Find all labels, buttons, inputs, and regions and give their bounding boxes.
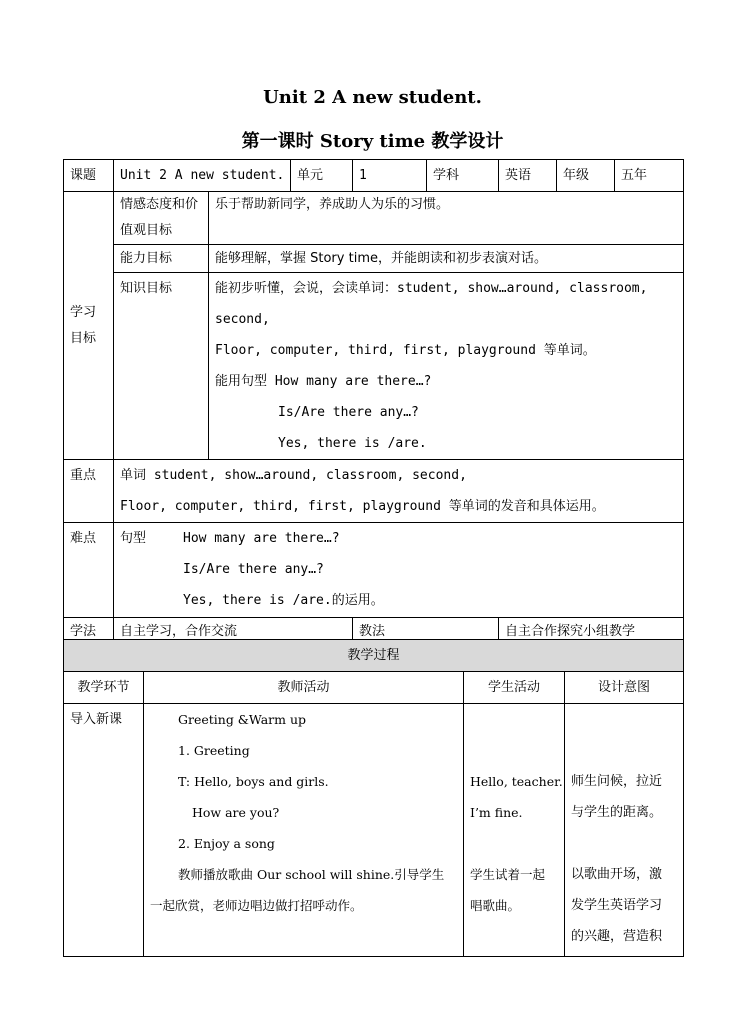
stage-cell: 导入新课 <box>64 704 144 957</box>
knowledge-line: Yes, there is /are. <box>278 436 427 451</box>
teacher-line: 教师播放歌曲 Our school will shine.引导学生 <box>178 867 445 882</box>
knowledge-goal-text <box>209 273 684 460</box>
teacher-line: Greeting &Warm up <box>178 712 306 727</box>
unit-label: 单元 <box>291 160 353 192</box>
teacher-line: 2. Enjoy a song <box>178 836 275 851</box>
knowledge-line: 能用句型 How many are there…? <box>215 374 432 389</box>
intent-line: 的兴趣，营造积 <box>571 929 663 944</box>
teach-method-label: 教法 <box>353 618 499 646</box>
key-point-line: 单词 student, show…around, classroom, second, <box>120 468 467 483</box>
teacher-activity-cell <box>144 704 464 957</box>
teach-method-value: 自主合作探究小组教学 <box>499 618 684 646</box>
design-intent-cell <box>565 704 684 957</box>
knowledge-line: 能初步听懂，会说，会读单词：student, show…around, classroom, <box>215 281 648 296</box>
lesson-plan-table <box>63 159 684 646</box>
ability-goal-label: 能力目标 <box>114 245 209 273</box>
knowledge-line: second, <box>215 312 270 327</box>
teaching-process-table <box>63 639 684 957</box>
difficulties-label: 难点 <box>64 523 114 618</box>
header-student-activity: 学生活动 <box>464 672 565 704</box>
difficulties-text <box>114 523 684 618</box>
key-point-line: Floor, computer, third, first, playground 等单词的发音和具体运用。 <box>120 499 605 514</box>
goals-label: 学习目标 <box>64 192 114 460</box>
difficulty-line: Is/Are there any…? <box>183 562 324 577</box>
intent-line: 发学生英语学习 <box>571 898 663 913</box>
unit-value: 1 <box>353 160 427 192</box>
learn-method-value: 自主学习，合作交流 <box>114 618 353 646</box>
knowledge-line: Is/Are there any…? <box>278 405 419 420</box>
difficulties-prefix: 句型 <box>120 531 147 546</box>
student-line: Hello, teacher. <box>470 774 563 789</box>
student-activity-cell <box>464 704 565 957</box>
document-subtitle: 第一课时 Story time 教学设计 <box>241 131 504 152</box>
header-design-intent: 设计意图 <box>565 672 684 704</box>
student-line: I’m fine. <box>470 805 523 820</box>
teacher-line: T: Hello, boys and girls. <box>178 774 329 789</box>
student-line: 学生试着一起 <box>470 867 546 882</box>
header-stage: 教学环节 <box>64 672 144 704</box>
subject-value: 英语 <box>499 160 557 192</box>
emotion-goal-label: 情感态度和价值观目标 <box>114 192 209 245</box>
lesson-value: Unit 2 A new student. <box>114 160 291 192</box>
key-points-text <box>114 460 684 523</box>
teacher-line: 一起欣赏，老师边唱边做打招呼动作。 <box>150 898 363 913</box>
knowledge-line: Floor, computer, third, first, playground 等单词。 <box>215 343 596 358</box>
subject-label: 学科 <box>427 160 499 192</box>
teacher-line: 1. Greeting <box>178 743 250 758</box>
emotion-goal-text: 乐于帮助新同学，养成助人为乐的习惯。 <box>209 192 684 245</box>
intent-line: 与学生的距离。 <box>571 805 663 820</box>
intent-line: 师生问候，拉近 <box>571 774 663 789</box>
key-points-label: 重点 <box>64 460 114 523</box>
intent-line: 以歌曲开场，激 <box>571 867 663 882</box>
header-teacher-activity: 教师活动 <box>144 672 464 704</box>
knowledge-goal-label: 知识目标 <box>114 273 209 460</box>
teacher-line: How are you? <box>192 805 280 820</box>
grade-label: 年级 <box>557 160 615 192</box>
document-title: Unit 2 A new student. <box>263 87 482 108</box>
learn-method-label: 学法 <box>64 618 114 646</box>
grade-value: 五年 <box>615 160 684 192</box>
student-line: 唱歌曲。 <box>470 898 521 913</box>
process-section-title: 教学过程 <box>64 640 684 672</box>
ability-goal-text: 能够理解，掌握 Story time，并能朗读和初步表演对话。 <box>209 245 684 273</box>
difficulty-line: Yes, there is /are.的运用。 <box>183 593 384 608</box>
lesson-label: 课题 <box>64 160 114 192</box>
difficulty-line: How many are there…? <box>183 531 340 546</box>
